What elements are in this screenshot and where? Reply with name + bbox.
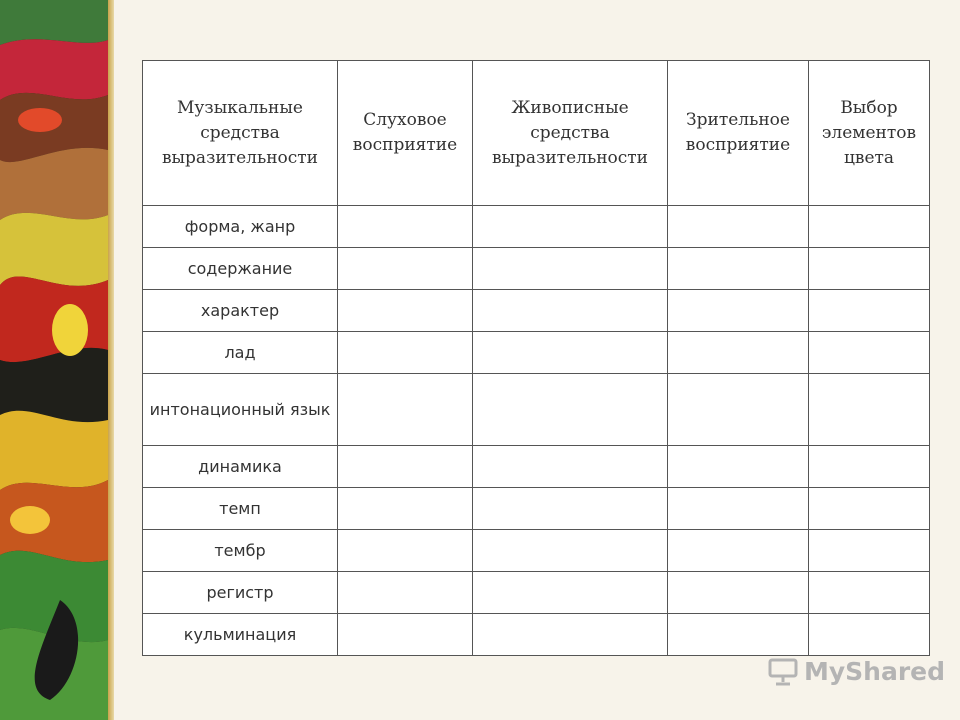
empty-cell [473,530,668,572]
row-label: тембр [143,530,338,572]
empty-cell [473,248,668,290]
empty-cell [809,332,930,374]
header-color-elements: Выбор элементов цвета [809,61,930,206]
empty-cell [338,206,473,248]
empty-cell [809,488,930,530]
empty-cell [338,572,473,614]
empty-cell [668,614,809,656]
table-row [143,488,930,530]
presentation-icon [768,656,798,686]
empty-cell [809,530,930,572]
empty-cell [809,206,930,248]
empty-cell [809,614,930,656]
empty-cell [668,332,809,374]
row-label: регистр [143,572,338,614]
empty-cell [338,374,473,446]
empty-cell [473,614,668,656]
empty-cell [473,206,668,248]
table-row [143,248,930,290]
empty-cell [668,248,809,290]
table-row [143,530,930,572]
table-row [143,614,930,656]
header-visual-perception: Зрительное восприятие [668,61,809,206]
empty-cell [668,446,809,488]
empty-cell [668,374,809,446]
abstract-painting-image [0,0,108,720]
decorative-art-strip [0,0,108,720]
myshared-watermark [768,656,945,686]
empty-cell [338,290,473,332]
row-label: темп [143,488,338,530]
table-row [143,572,930,614]
row-label: лад [143,332,338,374]
empty-cell [338,248,473,290]
row-label: форма, жанр [143,206,338,248]
comparison-table-container [142,60,930,656]
row-label: кульминация [143,614,338,656]
empty-cell [668,488,809,530]
empty-cell [668,206,809,248]
empty-cell [809,446,930,488]
empty-cell [473,290,668,332]
table-row [143,206,930,248]
comparison-table [142,60,930,656]
empty-cell [473,332,668,374]
header-music-means: Музыкальные средства выразительности [143,61,338,206]
empty-cell [668,572,809,614]
empty-cell [473,374,668,446]
empty-cell [473,446,668,488]
empty-cell [809,248,930,290]
watermark-text: MyShared [804,656,946,686]
empty-cell [668,290,809,332]
empty-cell [668,530,809,572]
row-label: динамика [143,446,338,488]
table-row [143,446,930,488]
empty-cell [809,572,930,614]
empty-cell [338,488,473,530]
empty-cell [338,530,473,572]
row-label: характер [143,290,338,332]
empty-cell [809,374,930,446]
empty-cell [338,446,473,488]
row-label: интонационный язык [143,374,338,446]
empty-cell [338,614,473,656]
empty-cell [473,572,668,614]
row-label: содержание [143,248,338,290]
art-strip-border [108,0,114,720]
header-auditory-perception: Слуховое восприятие [338,61,473,206]
empty-cell [473,488,668,530]
empty-cell [809,290,930,332]
table-header-row [143,61,930,206]
header-painting-means: Живописные средства выразительности [473,61,668,206]
table-row [143,374,930,446]
table-row [143,290,930,332]
empty-cell [338,332,473,374]
table-row [143,332,930,374]
